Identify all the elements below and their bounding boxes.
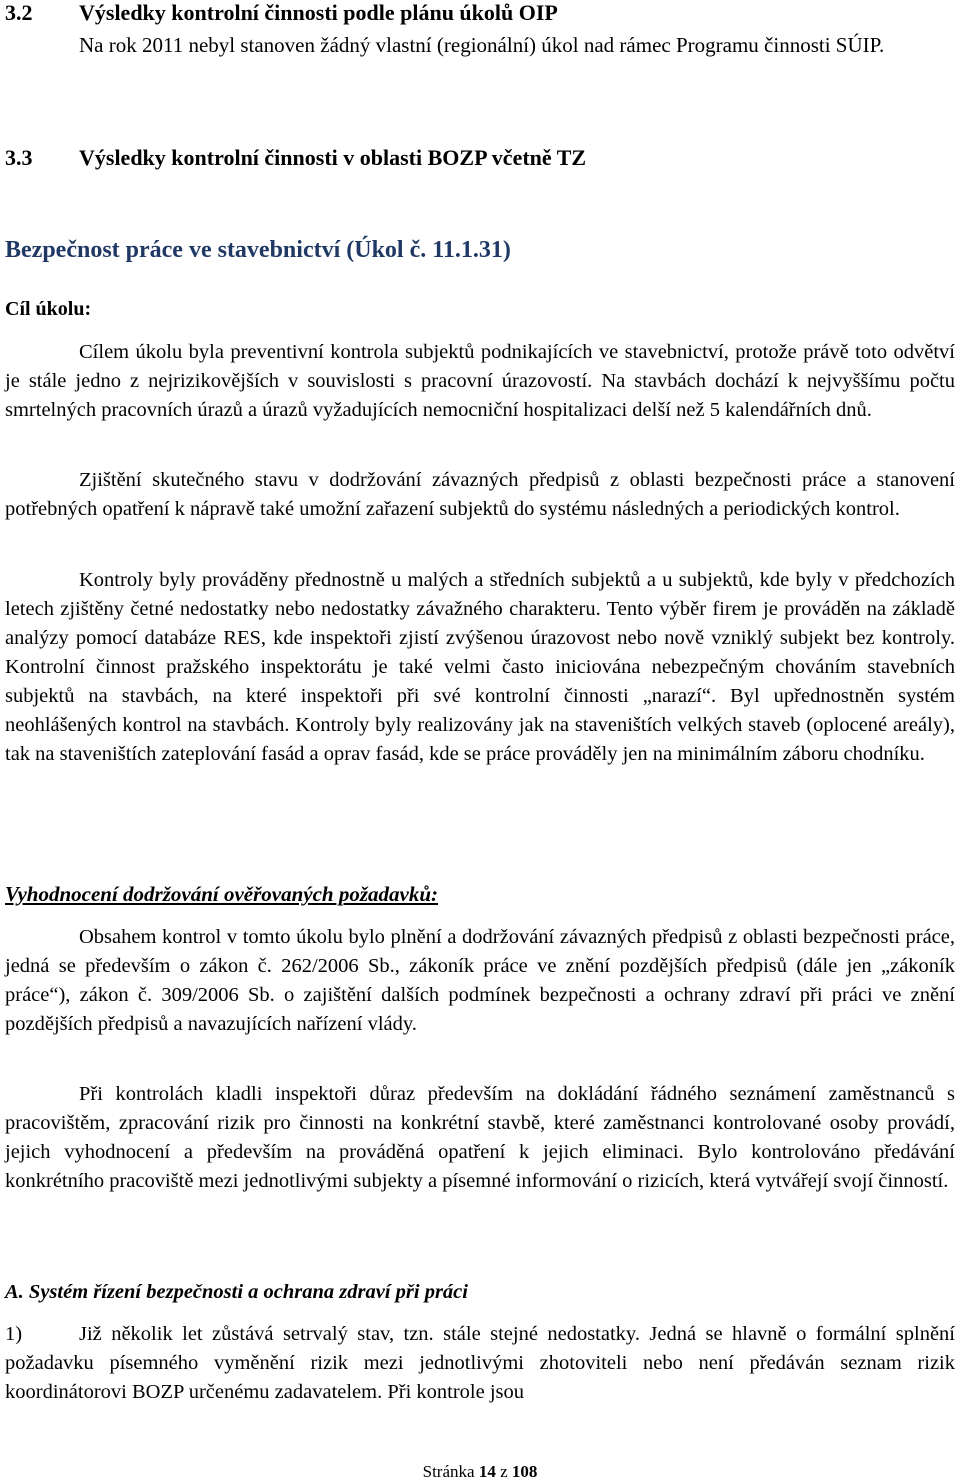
section-3-2-heading: [5, 0, 558, 26]
footer-page-number: 14: [478, 1462, 496, 1481]
page-footer: [0, 1462, 960, 1482]
section-a-heading: A. Systém řízení bezpečnosti a ochrana zdraví při práci: [5, 1281, 468, 1303]
paragraph-goal: Cílem úkolu byla preventivní kontrola subjektů podnikajících ve stavebnictví, protože právě toto odvětví je stále jedno z nejrizikovějších v souvislosti s pracovní úrazovostí. Na stavbách dochází k nejvyššímu počtu smrtelných pracovních úrazů a úrazů vyžadujících nemocniční hospitalizaci delší než 5 kalendářních dnů.: [5, 341, 955, 421]
paragraph-findings: Zjištění skutečného stavu v dodržování závazných předpisů z oblasti bezpečnosti práce a stanovení potřebných opatření k nápravě také umožní zařazení subjektů do systému následných a periodických kontrol.: [5, 469, 955, 520]
footer-separator: z: [500, 1462, 508, 1481]
section-3-2-text: Na rok 2011 nebyl stanoven žádný vlastní (regionální) úkol nad rámec Programu činnosti SÚIP.: [79, 33, 885, 57]
section-number: 3.3: [5, 145, 33, 170]
section-3-3-heading: [5, 145, 586, 171]
task-subheading: Bezpečnost práce ve stavebnictví (Úkol č. 11.1.31): [5, 237, 511, 263]
section-title: Výsledky kontrolní činnosti v oblasti BOZP včetně TZ: [79, 145, 587, 170]
section-title: Výsledky kontrolní činnosti podle plánu úkolů OIP: [79, 0, 558, 25]
paragraph-evaluation-emphasis: Při kontrolách kladli inspektoři důraz především na dokládání řádného seznámení zaměstnanců s pracovištěm, zpracování rizik pro činnosti na konkrétní stavbě, které zaměstnanci kontrolované osoby provádí, jejich vyhodnocení a především na prováděná opatření k jejich eliminaci. Bylo kontrolováno předávání konkrétního pracoviště mezi jednotlivými subjekty a písemné informování o rizicích, která vytvářejí svojí činností.: [5, 1083, 955, 1192]
list-item-number: 1): [5, 1323, 23, 1345]
paragraph-inspections: Kontroly byly prováděny přednostně u malých a středních subjektů a u subjektů, kde byly v předchozích letech zjištěny četné nedostatky nebo nedostatky závažného charakteru. Tento výběr firem je prováděn na základě analýzy pomocí databáze RES, kde inspektoři zjistí zvýšenou úrazovost nebo nově vzniklý subjekt bez kontroly. Kontrolní činnost pražského inspektorátu je také velmi často iniciována nebezpečným chováním stavebních subjektů na stavbách, na které inspektoři při své kontrolní činnosti „narazí“. Byl upřednostněn systém neohlášených kontrol na stavbách. Kontroly byly realizovány jak na staveništích velkých staveb (oplocené areály), tak na staveništích zateplování fasád a oprav fasád, kde se práce prováděly jen na minimálním záboru chodníku.: [5, 569, 955, 765]
goal-label: Cíl úkolu:: [5, 298, 92, 320]
footer-prefix: Stránka: [422, 1462, 475, 1481]
paragraph-evaluation-content: Obsahem kontrol v tomto úkolu bylo plnění a dodržování závazných předpisů z oblasti bezpečnosti práce, jedná se především o zákon č. 262/2006 Sb., zákoník práce ve znění pozdějších předpisů (dále jen „zákoník práce“), zákon č. 309/2006 Sb. o zajištění dalších podmínek bezpečnosti a ochrany zdraví při práci ve znění pozdějších předpisů a navazujících nařízení vlády.: [5, 926, 955, 1035]
list-item-text: Již několik let zůstává setrvalý stav, tzn. stále stejné nedostatky. Jedná se hlavně o formální splnění požadavku písemného vyměnění rizik mezi jednotlivými zhotoviteli nebo není předáván seznam rizik koordinátorovi BOZP určenému zadavatelem. Při kontrole jsou: [5, 1323, 955, 1403]
section-number: 3.2: [5, 0, 33, 25]
footer-total-pages: 108: [511, 1462, 538, 1481]
list-item-1: [5, 1320, 955, 1407]
evaluation-heading: Vyhodnocení dodržování ověřovaných požadavků:: [5, 882, 439, 906]
